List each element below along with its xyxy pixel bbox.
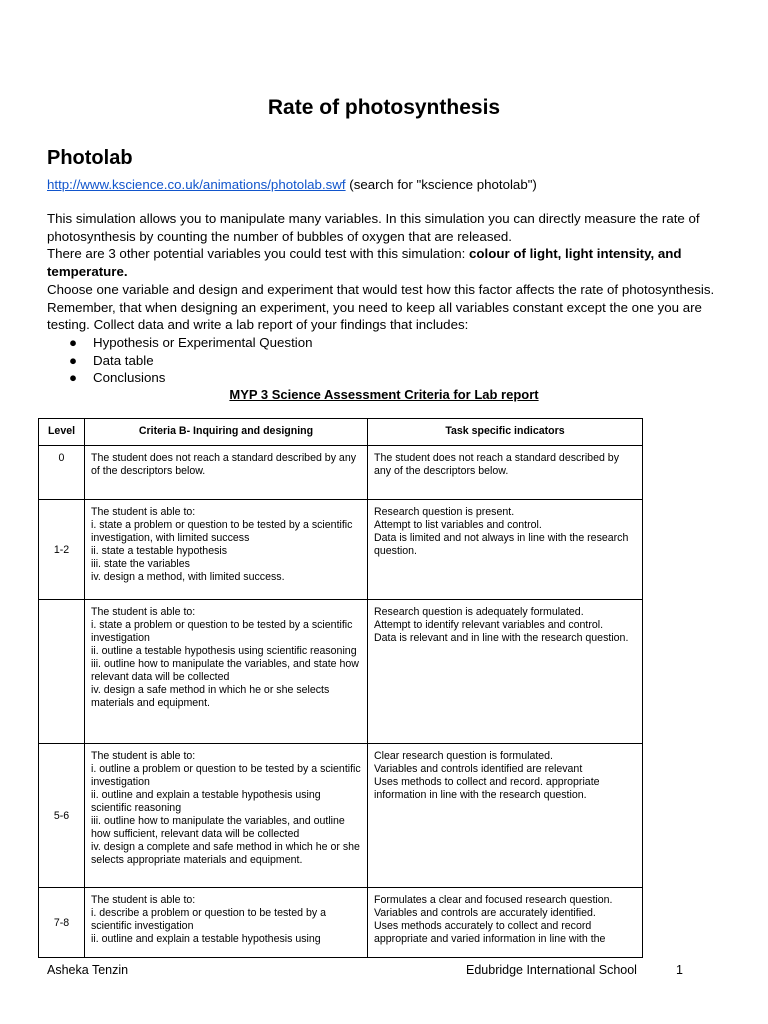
indicators-cell [368, 600, 643, 744]
list-item [47, 334, 717, 352]
photolab-link[interactable]: http://www.kscience.co.uk/animations/photolab.swf [47, 177, 346, 192]
footer-school: Edubridge International School [466, 963, 637, 977]
table-header-row [39, 419, 643, 446]
criteria-line: iv. design a safe method in which he or she selects materials and equipment. [91, 684, 330, 709]
criteria-line: i. describe a problem or question to be tested by a scientific investigation [91, 907, 326, 932]
table-title: MYP 3 Science Assessment Criteria for Lab report [229, 387, 539, 402]
footer-author: Asheka Tenzin [47, 963, 129, 977]
bullet-icon: ● [69, 352, 78, 368]
report-requirements-list [47, 334, 717, 387]
indicator-line: Attempt to identify relevant variables and control. [374, 619, 604, 631]
level-cell: 1-2 [39, 500, 85, 600]
criteria-line: The student does not reach a standard described by any of the descriptors below. [91, 452, 357, 477]
level-cell: 0 [39, 446, 85, 500]
indicator-line: Data is relevant and in line with the research question. [374, 632, 629, 644]
criteria-line: iv. design a method, with limited success. [91, 571, 285, 583]
indicators-cell [368, 500, 643, 600]
indicator-line: Research question is adequately formulated. [374, 606, 584, 618]
criteria-cell [85, 446, 368, 500]
indicator-line: Formulates a clear and focused research question. [374, 894, 613, 906]
footer-page-number: 1 [676, 963, 683, 977]
variables-intro: There are 3 other potential variables you could test with this simulation: [47, 246, 470, 262]
list-item [47, 369, 717, 387]
criteria-line: i. outline a problem or question to be tested by a scientific investigation [91, 763, 361, 788]
criteria-cell [85, 500, 368, 600]
indicator-line: Variables and controls are accurately identified. [374, 907, 596, 919]
level-cell [39, 600, 85, 744]
page-title: Rate of photosynthesis [267, 96, 501, 119]
table-row [39, 446, 643, 500]
link-note: (search for "kscience photolab") [349, 177, 537, 192]
indicator-line: Research question is present. [374, 506, 515, 518]
indicator-line: Clear research question is formulated. [374, 750, 554, 762]
table-row [39, 600, 643, 744]
criteria-line: The student is able to: [91, 506, 196, 518]
criteria-line: iii. state the variables [91, 558, 190, 570]
bullet-icon: ● [69, 370, 78, 386]
indicator-line: Data is limited and not always in line with the research question. [374, 532, 629, 557]
criteria-line: iii. outline how to manipulate the variables, and state how relevant data will be collected [91, 658, 359, 683]
indicator-line: The student does not reach a standard described by any of the descriptors below. [374, 452, 619, 477]
criteria-line: The student is able to: [91, 750, 196, 762]
table-row [39, 500, 643, 600]
table-row [39, 888, 643, 958]
criteria-line: ii. state a testable hypothesis [91, 545, 228, 557]
criteria-table [38, 418, 643, 958]
criteria-line: i. state a problem or question to be tested by a scientific investigation, with limited success [91, 519, 353, 544]
list-item-text: Conclusions [93, 370, 166, 386]
header-criteria: Criteria B- Inquiring and designing [85, 419, 368, 446]
criteria-line: The student is able to: [91, 894, 196, 906]
table-row [39, 744, 643, 888]
criteria-line: ii. outline and explain a testable hypothesis using [91, 933, 321, 945]
instructions [47, 210, 717, 387]
list-item-text: Data table [93, 352, 154, 368]
criteria-line: ii. outline a testable hypothesis using scientific reasoning [91, 645, 357, 657]
criteria-line: The student is able to: [91, 606, 196, 618]
criteria-line: i. state a problem or question to be tested by a scientific investigation [91, 619, 353, 644]
list-item [47, 352, 717, 370]
list-item-text: Hypothesis or Experimental Question [93, 334, 313, 350]
indicators-cell [368, 888, 643, 958]
indicator-line: Uses methods to collect and record. appropriate information in line with the research question. [374, 776, 600, 801]
level-cell: 7-8 [39, 888, 85, 958]
paragraph-intro: This simulation allows you to manipulate many variables. In this simulation you can directly measure the rate of photosynthesis by counting the number of bubbles of oxygen that are released. [47, 211, 700, 244]
indicators-cell [368, 446, 643, 500]
link-line [47, 176, 537, 194]
indicators-cell [368, 744, 643, 888]
indicator-line: Uses methods accurately to collect and record appropriate and varied information in line with the [374, 920, 606, 945]
criteria-line: ii. outline and explain a testable hypothesis using scientific reasoning [91, 789, 321, 814]
header-indicators: Task specific indicators [368, 419, 643, 446]
criteria-cell [85, 600, 368, 744]
criteria-line: iv. design a complete and safe method in which he or she selects appropriate materials and equipment. [91, 841, 360, 866]
variables-list: colour of light, light intensity, and temperature. [47, 246, 682, 280]
paragraph-variables [47, 245, 717, 280]
header-level: Level [39, 419, 85, 446]
bullet-icon: ● [69, 334, 78, 350]
level-cell: 5-6 [39, 744, 85, 888]
indicator-line: Variables and controls identified are relevant [374, 763, 583, 775]
criteria-cell [85, 744, 368, 888]
criteria-line: iii. outline how to manipulate the variables, and outline how sufficient, relevant data will be collected [91, 815, 345, 840]
criteria-cell [85, 888, 368, 958]
section-heading: Photolab [47, 147, 133, 169]
indicator-line: Attempt to list variables and control. [374, 519, 542, 531]
paragraph-task: Choose one variable and design and experiment that would test how this factor affects the rate of photosynthesis. Remember, that when designing an experiment, you need to keep all variables constant except the one you are testing. Collect data and write a lab report of your findings that includes: [47, 281, 715, 333]
